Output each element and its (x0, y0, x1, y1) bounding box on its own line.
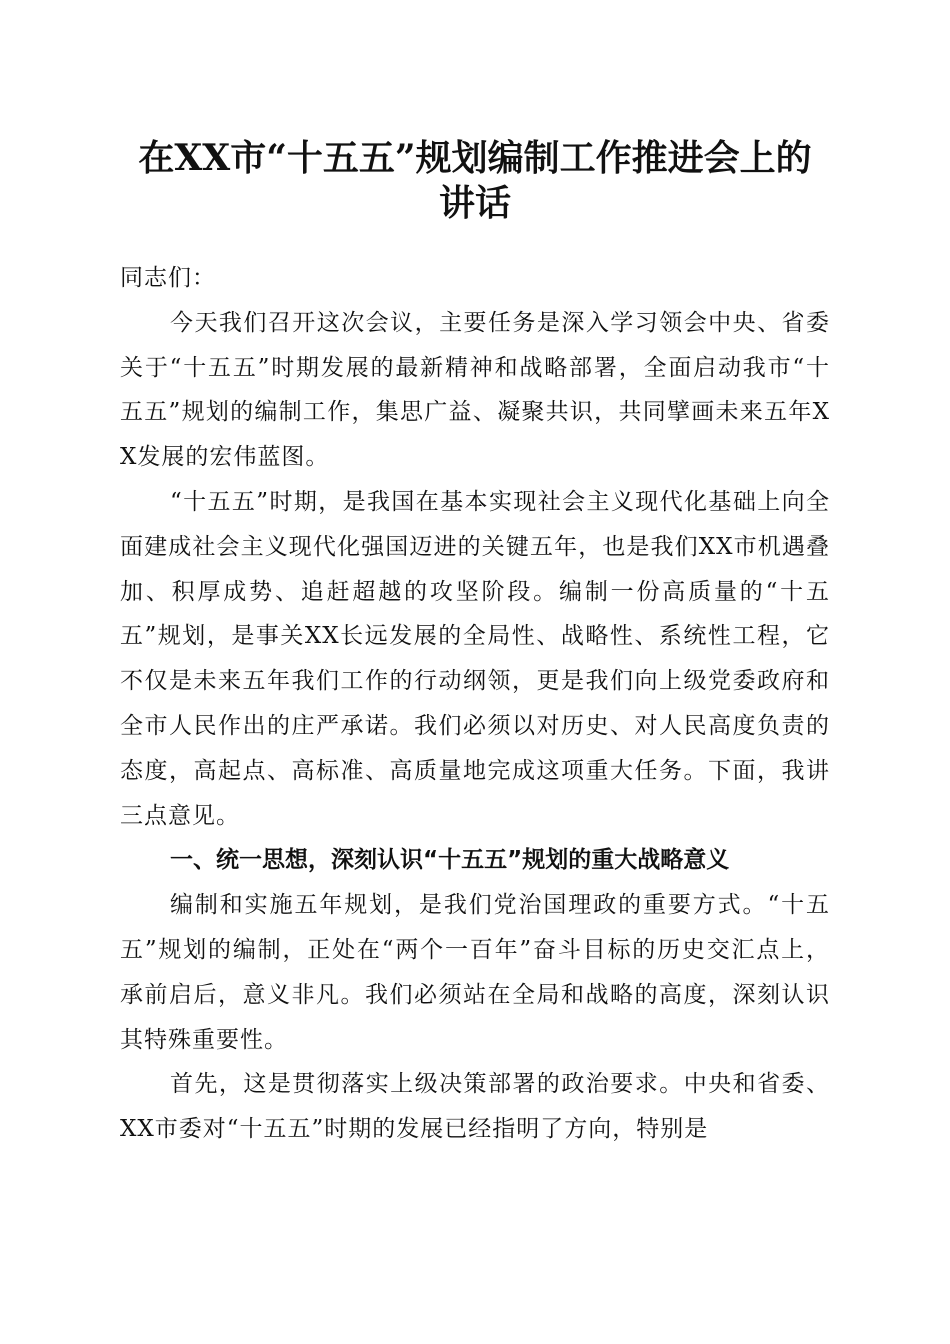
section-paragraph: 首先，这是贯彻落实上级决策部署的政治要求。中央和省委、XX市委对“十五五”时期的发展已经指明了方向，特别是 (120, 1071, 830, 1143)
paragraph-intro: 今天我们召开这次会议，主要任务是深入学习领会中央、省委关于“十五五”时期发展的最新精神和战略部署，全面启动我市“十五五”规划的编制工作，集思广益、凝聚共识，共同擘画未来五年XX发展的宏伟蓝图。 (120, 309, 830, 471)
title-line-2: 讲话 (438, 182, 511, 224)
document-body (120, 256, 830, 1152)
section-paragraph: 编制和实施五年规划，是我们党治国理政的重要方式。“十五五”规划的编制，正处在“两个一百年”奋斗目标的历史交汇点上，承前启后，意义非凡。我们必须站在全局和战略的高度，深刻认识其特殊重要性。 (120, 892, 830, 1053)
document-title (110, 136, 840, 226)
salutation: 同志们： (120, 265, 216, 291)
section-heading: 一、统一思想，深刻认识“十五五”规划的重大战略意义 (170, 847, 730, 874)
title-line-1: 在XX市“十五五”规划编制工作推进会上的 (138, 137, 812, 179)
paragraph-context: “十五五”时期，是我国在基本实现社会主义现代化基础上向全面建成社会主义现代化强国迈进的关键五年，也是我们XX市机遇叠加、积厚成势、追赶超越的攻坚阶段。编制一份高质量的“十五五”规划，是事关XX长远发展的全局性、战略性、系统性工程，它不仅是未来五年我们工作的行动纲领，更是我们向上级党委政府和全市人民作出的庄严承诺。我们必须以对历史、对人民高度负责的态度，高起点、高标准、高质量地完成这项重大任务。下面，我讲三点意见。 (120, 488, 830, 829)
